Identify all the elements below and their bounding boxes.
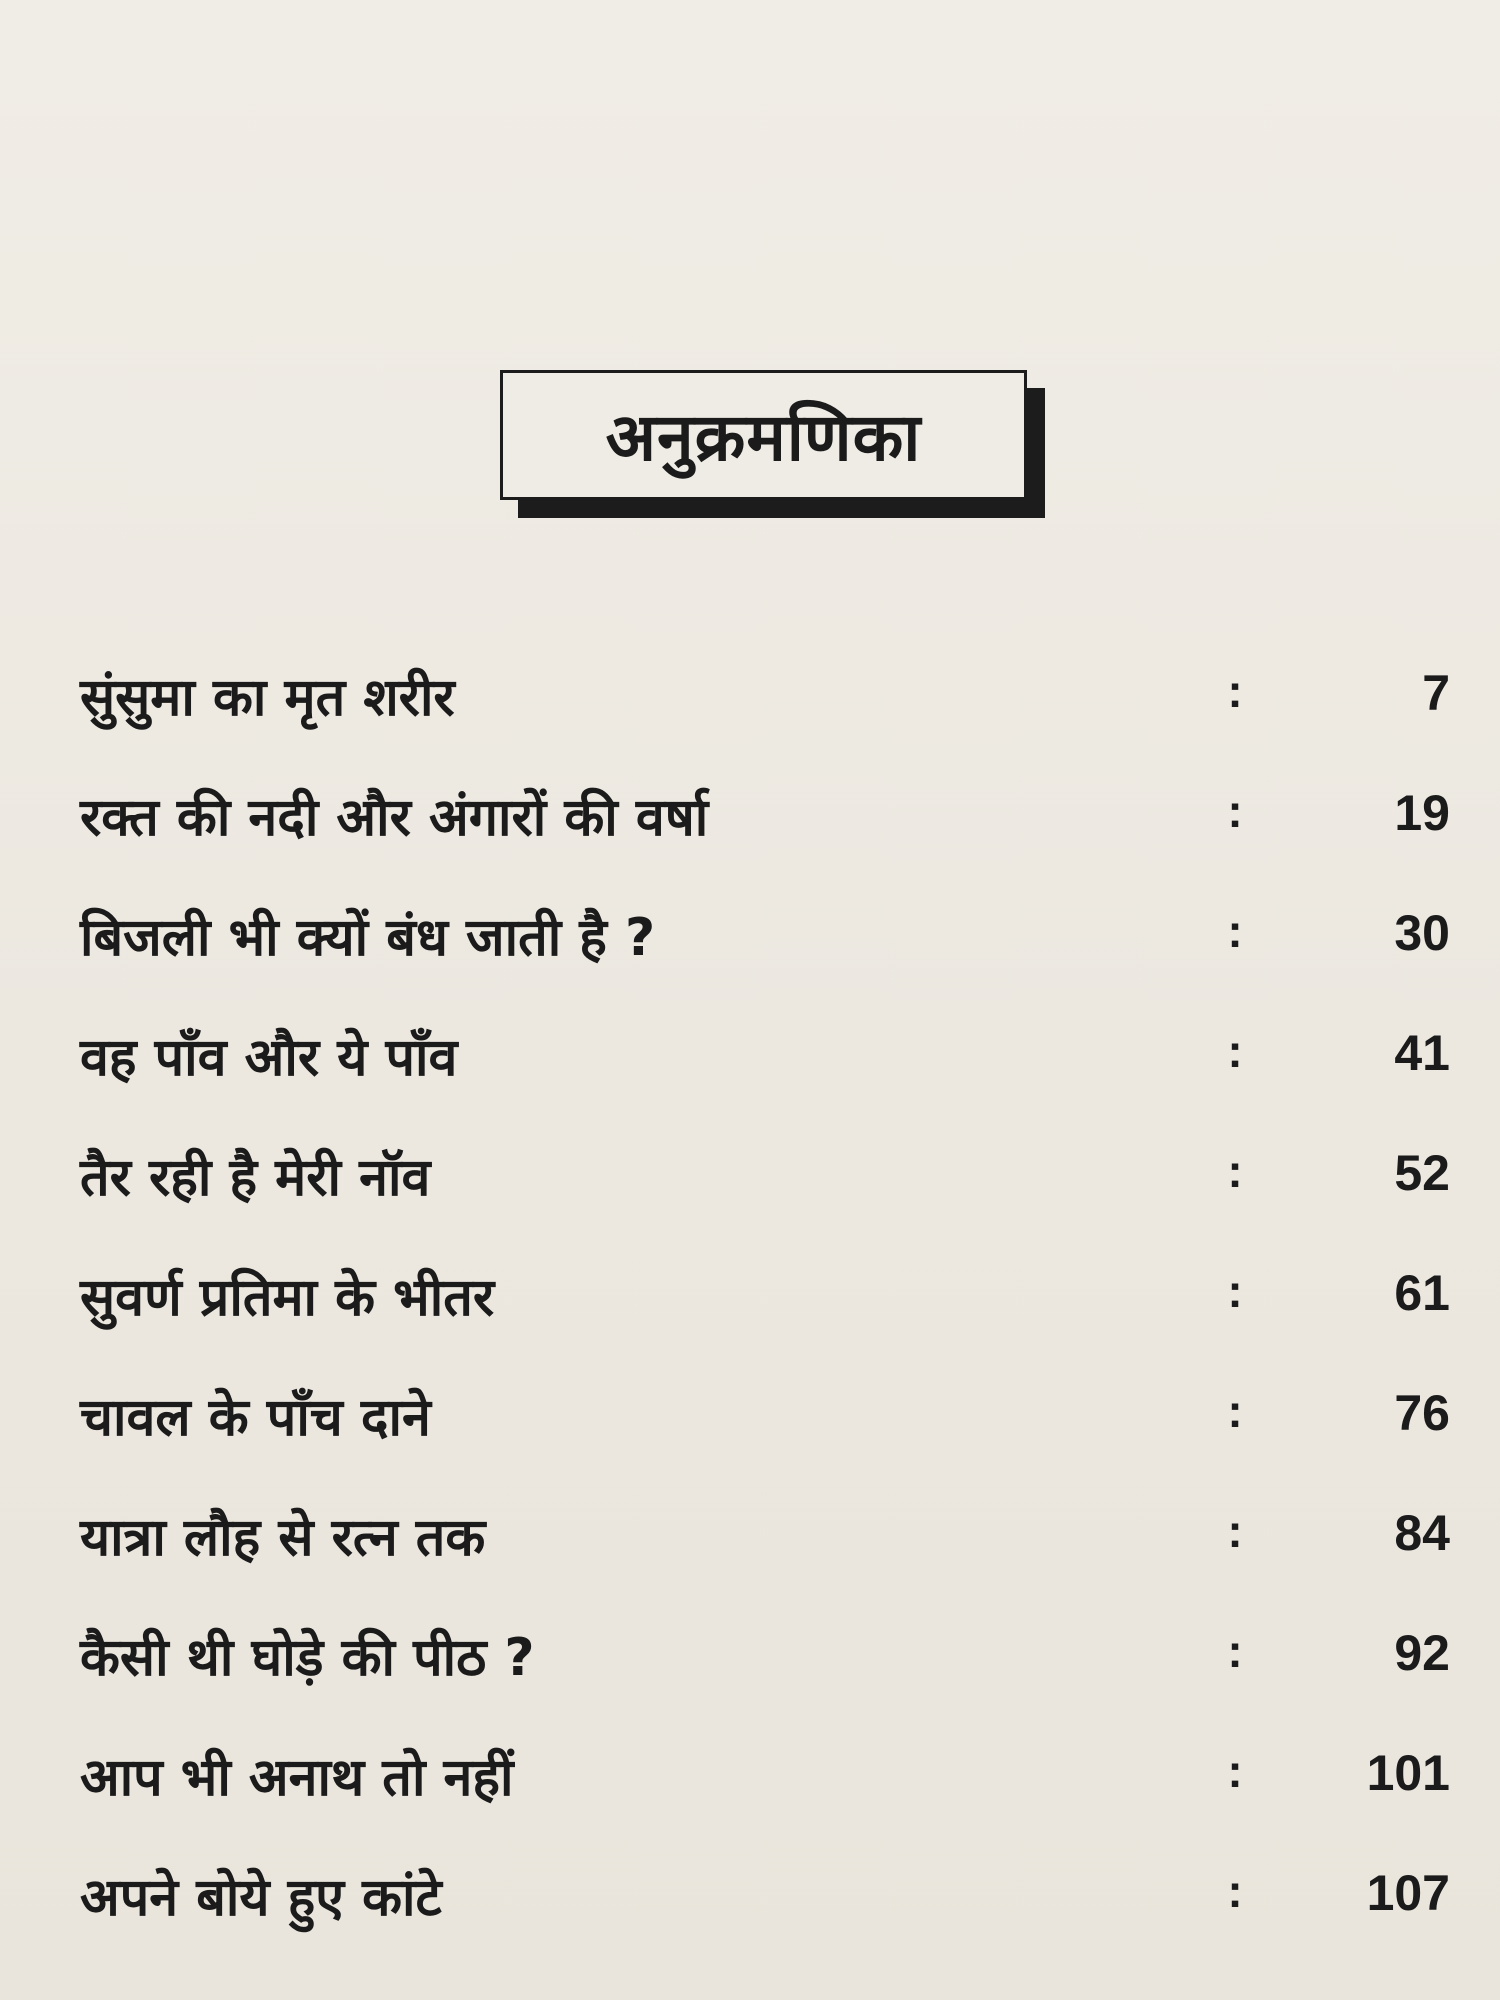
heading-frame: [500, 370, 1045, 518]
toc-entry-title: सुंसुमा का मृत शरीर: [80, 668, 455, 728]
toc-entry-page: 92: [1394, 1625, 1450, 1681]
toc-entry: [80, 1000, 1450, 1120]
toc-entry-title: आप भी अनाथ तो नहीं: [80, 1748, 514, 1808]
table-of-contents: [80, 640, 1450, 1960]
toc-entry: [80, 1480, 1450, 1600]
toc-entry-page: 19: [1394, 785, 1450, 841]
toc-entry-title: कैसी थी घोड़े की पीठ ?: [80, 1628, 535, 1688]
toc-entry: [80, 1600, 1450, 1720]
toc-entry-page: 61: [1394, 1265, 1450, 1321]
toc-entry-separator: :: [1227, 1265, 1243, 1317]
toc-entry-separator: :: [1227, 1505, 1243, 1557]
toc-entry-separator: :: [1227, 1145, 1243, 1197]
toc-entry-title: चावल के पाँच दाने: [80, 1388, 431, 1448]
toc-entry: [80, 1840, 1450, 1960]
toc-entry: [80, 1720, 1450, 1840]
toc-entry: [80, 760, 1450, 880]
toc-entry-separator: :: [1227, 1865, 1243, 1917]
toc-entry-page: 101: [1366, 1745, 1450, 1801]
toc-entry: [80, 1240, 1450, 1360]
toc-entry-page: 30: [1394, 905, 1450, 961]
toc-entry: [80, 640, 1450, 760]
toc-entry: [80, 1360, 1450, 1480]
toc-entry-title: रक्त की नदी और अंगारों की वर्षा: [80, 788, 709, 848]
toc-entry-title: वह पाँव और ये पाँव: [80, 1028, 458, 1088]
toc-entry-page: 107: [1366, 1865, 1450, 1921]
page-title: अनुक्रमणिका: [605, 399, 922, 476]
toc-entry: [80, 1120, 1450, 1240]
heading-box: [500, 370, 1027, 500]
toc-entry-separator: :: [1227, 1025, 1243, 1077]
toc-entry-separator: :: [1227, 665, 1243, 717]
toc-entry-title: सुवर्ण प्रतिमा के भीतर: [80, 1268, 495, 1328]
toc-entry-title: अपने बोये हुए कांटे: [80, 1868, 442, 1928]
toc-entry-title: तैर रही है मेरी नॉव: [80, 1148, 431, 1208]
toc-entry-separator: :: [1227, 1625, 1243, 1677]
toc-entry-separator: :: [1227, 1385, 1243, 1437]
toc-entry-page: 76: [1394, 1385, 1450, 1441]
toc-entry-separator: :: [1227, 905, 1243, 957]
toc-entry-page: 84: [1394, 1505, 1450, 1561]
toc-entry-title: बिजली भी क्यों बंध जाती है ?: [80, 908, 656, 968]
toc-entry-title: यात्रा लौह से रत्न तक: [80, 1508, 486, 1568]
toc-entry-page: 41: [1394, 1025, 1450, 1081]
toc-entry-separator: :: [1227, 785, 1243, 837]
toc-entry: [80, 880, 1450, 1000]
toc-entry-separator: :: [1227, 1745, 1243, 1797]
toc-entry-page: 52: [1394, 1145, 1450, 1201]
toc-entry-page: 7: [1422, 665, 1450, 721]
